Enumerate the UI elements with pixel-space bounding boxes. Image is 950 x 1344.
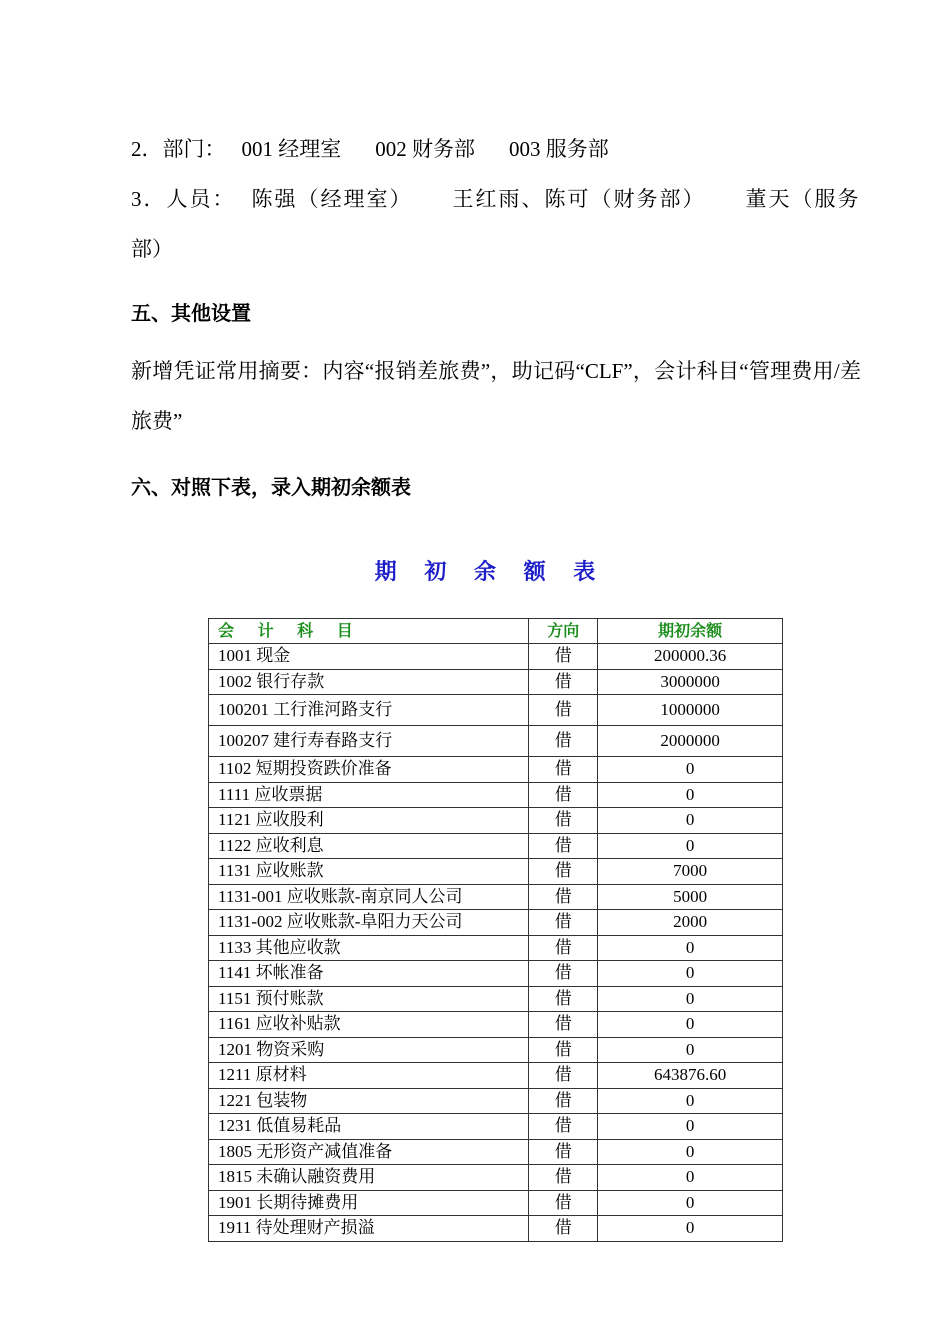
staff-line-wrap: 部） [131, 237, 173, 261]
direction-cell: 借 [529, 986, 598, 1012]
direction-cell: 借 [529, 1012, 598, 1038]
amount-cell: 3000000 [598, 669, 783, 695]
amount-cell: 200000.36 [598, 644, 783, 670]
account-cell: 1151 预付账款 [209, 986, 529, 1012]
table-row [209, 695, 783, 726]
direction-cell: 借 [529, 1037, 598, 1063]
direction-cell: 借 [529, 961, 598, 987]
account-cell: 1231 低值易耗品 [209, 1114, 529, 1140]
header-direction: 方向 [529, 619, 598, 644]
account-cell: 1102 短期投资跌价准备 [209, 757, 529, 783]
amount-cell: 0 [598, 757, 783, 783]
account-cell: 1131-001 应收账款-南京同人公司 [209, 884, 529, 910]
table-row [209, 1012, 783, 1038]
table-row [209, 859, 783, 885]
amount-cell: 0 [598, 1216, 783, 1242]
direction-cell: 借 [529, 726, 598, 757]
amount-cell: 643876.60 [598, 1063, 783, 1089]
table-row [209, 1037, 783, 1063]
department-item: 001 经理室 [241, 137, 342, 161]
table-row [209, 910, 783, 936]
table-header-row [209, 619, 783, 644]
staff-item: 陈强（经理室） [251, 187, 413, 211]
table-row [209, 961, 783, 987]
table-row [209, 669, 783, 695]
amount-cell: 0 [598, 935, 783, 961]
account-cell: 1805 无形资产减值准备 [209, 1139, 529, 1165]
amount-cell: 0 [598, 1037, 783, 1063]
opening-balance-table [208, 618, 783, 1242]
table-row [209, 726, 783, 757]
direction-cell: 借 [529, 859, 598, 885]
direction-cell: 借 [529, 808, 598, 834]
table-row [209, 808, 783, 834]
table-row [209, 782, 783, 808]
account-cell: 1001 现金 [209, 644, 529, 670]
amount-cell: 0 [598, 1012, 783, 1038]
account-cell: 1911 待处理财产损溢 [209, 1216, 529, 1242]
account-cell: 1141 坏帐准备 [209, 961, 529, 987]
section5-heading: 五、其他设置 [131, 301, 251, 325]
table-row [209, 1165, 783, 1191]
department-item: 002 财务部 [375, 137, 475, 161]
departments-label: 2．部门： [131, 137, 226, 161]
amount-cell: 0 [598, 961, 783, 987]
account-cell: 1111 应收票据 [209, 782, 529, 808]
amount-cell: 0 [598, 1165, 783, 1191]
account-cell: 1002 银行存款 [209, 669, 529, 695]
table-row [209, 757, 783, 783]
account-cell: 1901 长期待摊费用 [209, 1190, 529, 1216]
department-item: 003 服务部 [509, 137, 609, 161]
table-row [209, 986, 783, 1012]
table-row [209, 1216, 783, 1242]
direction-cell: 借 [529, 910, 598, 936]
amount-cell: 0 [598, 1088, 783, 1114]
amount-cell: 2000 [598, 910, 783, 936]
direction-cell: 借 [529, 1165, 598, 1191]
header-account: 会 计 科 目 [209, 619, 529, 644]
account-cell: 1161 应收补贴款 [209, 1012, 529, 1038]
table-title: 期 初 余 额 表 [374, 560, 606, 585]
staff-item: 王红雨、陈可（财务部） [452, 187, 706, 211]
direction-cell: 借 [529, 1063, 598, 1089]
amount-cell: 2000000 [598, 726, 783, 757]
direction-cell: 借 [529, 669, 598, 695]
direction-cell: 借 [529, 935, 598, 961]
amount-cell: 0 [598, 1139, 783, 1165]
table-row [209, 884, 783, 910]
direction-cell: 借 [529, 1114, 598, 1140]
account-cell: 1131 应收账款 [209, 859, 529, 885]
amount-cell: 0 [598, 1114, 783, 1140]
account-cell: 1211 原材料 [209, 1063, 529, 1089]
direction-cell: 借 [529, 833, 598, 859]
direction-cell: 借 [529, 695, 598, 726]
amount-cell: 7000 [598, 859, 783, 885]
account-cell: 1131-002 应收账款-阜阳力天公司 [209, 910, 529, 936]
table-row [209, 1114, 783, 1140]
account-cell: 100201 工行淮河路支行 [209, 695, 529, 726]
amount-cell: 0 [598, 833, 783, 859]
table-row [209, 935, 783, 961]
direction-cell: 借 [529, 782, 598, 808]
amount-cell: 0 [598, 808, 783, 834]
table-row [209, 1088, 783, 1114]
table-row [209, 644, 783, 670]
direction-cell: 借 [529, 1139, 598, 1165]
staff-line [131, 183, 861, 213]
section6-heading: 六、对照下表，录入期初余额表 [131, 475, 411, 499]
amount-cell: 5000 [598, 884, 783, 910]
account-cell: 1201 物资采购 [209, 1037, 529, 1063]
amount-cell: 0 [598, 1190, 783, 1216]
table-row [209, 1139, 783, 1165]
account-cell: 1121 应收股利 [209, 808, 529, 834]
staff-item: 董天（服务 [745, 187, 861, 211]
account-cell: 1815 未确认融资费用 [209, 1165, 529, 1191]
amount-cell: 1000000 [598, 695, 783, 726]
account-cell: 100207 建行寿春路支行 [209, 726, 529, 757]
table-row [209, 1063, 783, 1089]
direction-cell: 借 [529, 757, 598, 783]
staff-label: 3．人员： [131, 187, 236, 211]
direction-cell: 借 [529, 1216, 598, 1242]
amount-cell: 0 [598, 986, 783, 1012]
departments-line [131, 133, 609, 163]
table-row [209, 1190, 783, 1216]
direction-cell: 借 [529, 884, 598, 910]
direction-cell: 借 [529, 1088, 598, 1114]
account-cell: 1122 应收利息 [209, 833, 529, 859]
account-cell: 1221 包装物 [209, 1088, 529, 1114]
header-amount: 期初余额 [598, 619, 783, 644]
account-cell: 1133 其他应收款 [209, 935, 529, 961]
section5-body: 新增凭证常用摘要：内容“报销差旅费”，助记码“CLF”，会计科目“管理费用/差旅费” [131, 359, 861, 433]
table-row [209, 833, 783, 859]
direction-cell: 借 [529, 644, 598, 670]
direction-cell: 借 [529, 1190, 598, 1216]
amount-cell: 0 [598, 782, 783, 808]
